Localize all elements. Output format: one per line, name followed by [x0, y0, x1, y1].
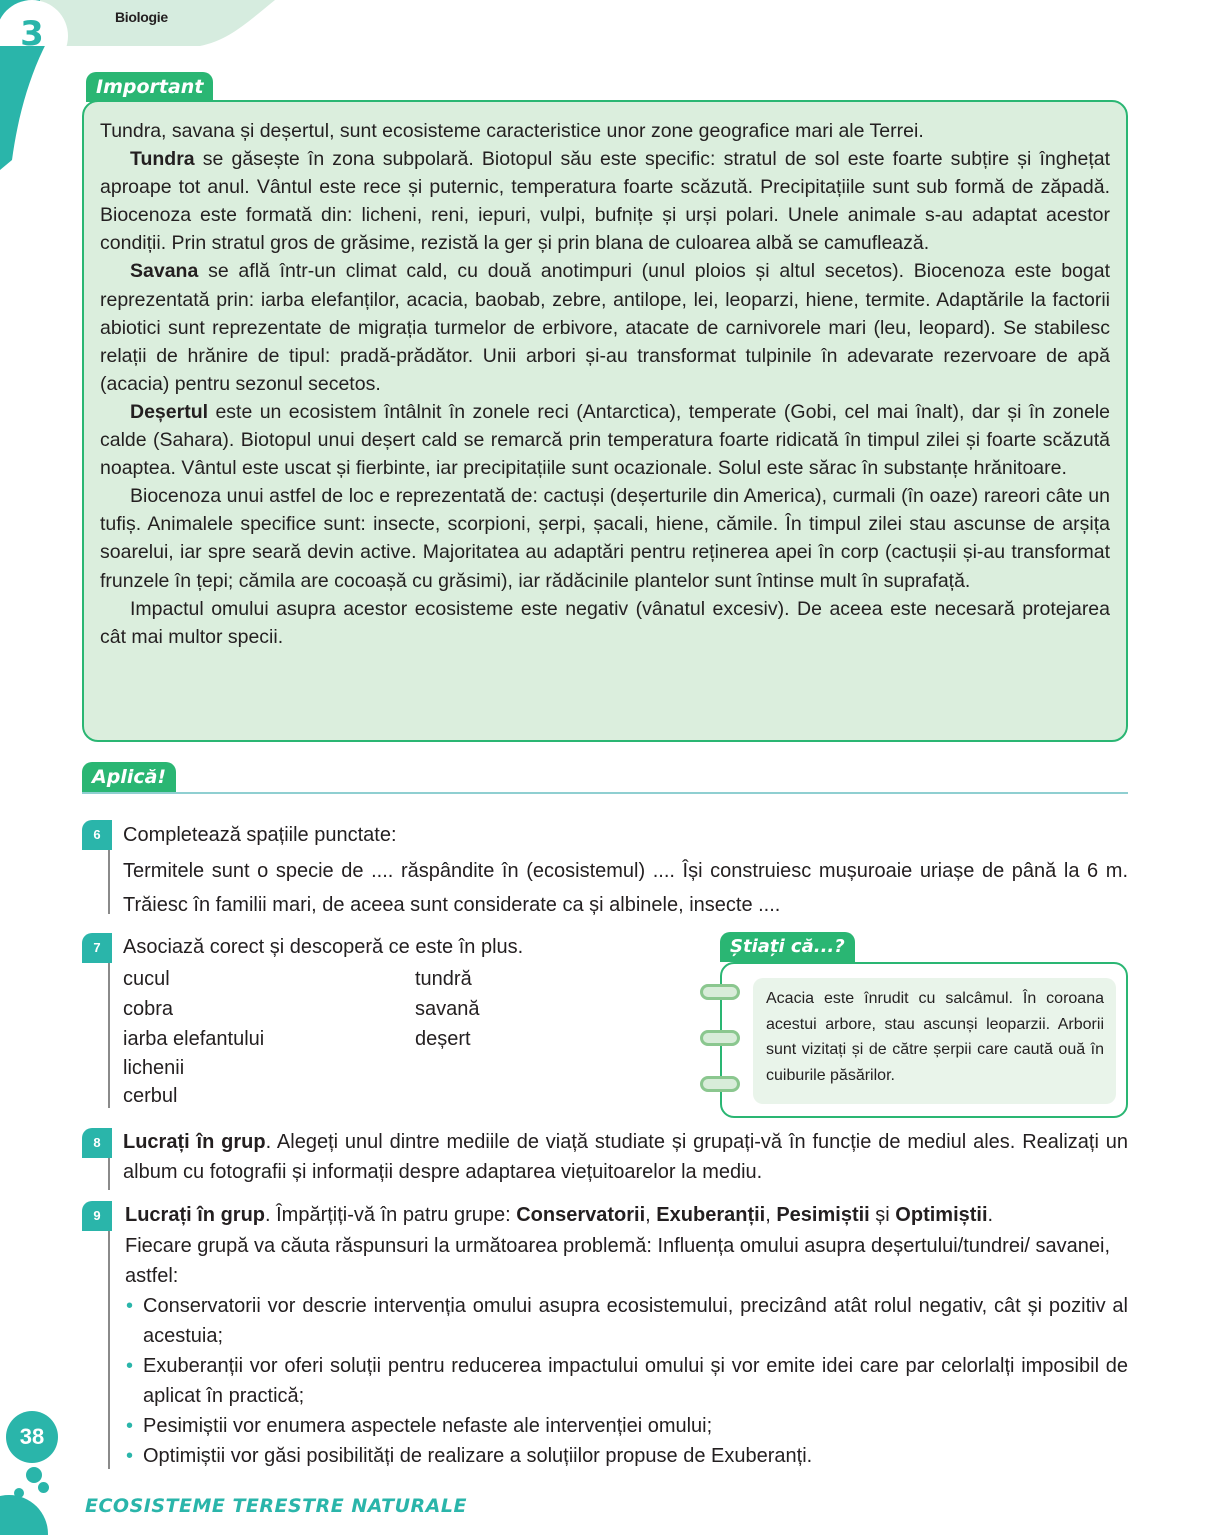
exercise-8-number: 8	[82, 1128, 112, 1158]
exercise-6-bar	[108, 850, 110, 914]
stiati-tag: Știați că...?	[720, 932, 855, 962]
association-right-column	[415, 964, 480, 1054]
group-conservatorii: Conservatorii	[516, 1204, 646, 1226]
aplica-tag: Aplică!	[82, 762, 176, 792]
chapter-number: 3	[20, 14, 44, 54]
exercise-9-bold: Lucrați în grup	[125, 1204, 265, 1226]
left-item: lichenii	[123, 1057, 185, 1079]
exercise-7-bar	[108, 963, 110, 1108]
decorative-dot	[26, 1467, 42, 1483]
separator: ,	[765, 1204, 777, 1226]
exercise-8-body: . Alegeți unul dintre mediile de viață studiate și grupați-vă în funcție de mediul ales. Realizați un album cu fotografii și informații despre adaptarea viețuitoarelor la mediu.	[123, 1131, 1129, 1183]
tundra-text: se găsește în zona subpolară. Biotopul său este specific: stratul de sol este foarte subțire și înghețat aproape tot anul. Vântul este rece și puternic, temperatura foarte scăzută. Precipitațiile sunt sub formă de zăpadă. Biocenoza este formată din: licheni, reni, iepuri, vulpi, bufnițe și urși polari. Unele animale s-au adaptat acestor condiții. Prin stratul gros de grăsime, rezistă la ger și prin blana de culoarea albă se camuflează.	[100, 148, 1110, 255]
exercise-6-title: Completează spațiile punctate:	[123, 824, 397, 846]
left-item: cerbul	[123, 1085, 178, 1107]
savana-term: Savana	[130, 260, 199, 283]
right-item: tundră	[415, 968, 472, 990]
savana-text: se află într-un climat cald, cu două anotimpuri (unul ploios și altul secetos). Biocenoza este bogat reprezentată prin: iarba elefanților, acacia, baobab, zebre, antilope, lei, leoparzi, hiene, termite. Adaptările la factorii abiotici sunt reprezentate de migrația turmelor de erbivore, atacate de carnivorele mari (leu, leopard). Se stabilesc relații de hrănire de tipul: pradă-prădător. Unii arbori și-au transformat tulpinile în adevarate rezervoare de apă (acacia) pentru sezonul secetos.	[100, 260, 1110, 395]
exercise-7-title: Asociază corect și descoperă ce este în plus.	[123, 936, 524, 958]
right-item: savană	[415, 998, 480, 1020]
left-item: iarba elefantului	[123, 1028, 265, 1050]
binder-ring-icon	[700, 984, 740, 1000]
exercise-9-text1: . Împărțiți-vă în patru grupe:	[265, 1204, 517, 1226]
exercise-7-number: 7	[82, 933, 112, 963]
association-left-column	[123, 964, 264, 1109]
stiati-text: Acacia este înrudit cu salcâmul. În coroana acestui arbore, stau ascunși leoparzii. Arborii sunt vizitați și de către șerpii care caută ouă în cuiburile păsărilor.	[766, 990, 1104, 1084]
important-tag: Important	[86, 72, 213, 102]
decorative-dot	[38, 1482, 49, 1493]
exercise-9-intro	[125, 1200, 1128, 1230]
period: .	[987, 1204, 994, 1226]
exercise-8-bold: Lucrați în grup	[123, 1131, 266, 1153]
exercise-9-number: 9	[82, 1201, 112, 1231]
desert-term: Deșertul	[130, 400, 209, 423]
group-exuberantii: Exuberanții	[656, 1204, 766, 1226]
tundra-paragraph	[100, 145, 1110, 257]
binder-ring-icon	[700, 1076, 740, 1092]
desert-text: este un ecosistem întâlnit în zonele reci (Antarctica), temperate (Gobi, cel mai înalt), dar și în zonele calde (Sahara). Biotopul unui deșert cald se remarcă prin temperatura foarte ridicată în timpul zilei și foarte scăzută noaptea. Vântul este uscat și fierbinte, iar precipitațiile sunt ocazionale. Solul este sărac în substanțe hrănitoare.	[100, 400, 1110, 480]
tundra-term: Tundra	[130, 148, 195, 171]
exercise-6-text: Termitele sunt o specie de .... răspândite în (ecosistemul) .... Își construiesc mușuroaie uriașe de până la 6 m. Trăiesc în familii mari, de aceea sunt considerate ca și albinele, insecte ....	[123, 860, 1128, 916]
exercise-8-text	[123, 1127, 1128, 1187]
footer-chapter-title: ECOSISTEME TERESTRE NATURALE	[85, 1495, 467, 1517]
exercise-9-bar	[108, 1231, 110, 1469]
important-text	[100, 117, 1110, 651]
savana-paragraph	[100, 257, 1110, 397]
aplica-divider	[82, 792, 1128, 794]
group-optimistii: Optimiștii	[895, 1204, 988, 1226]
exercise-9-problem: Fiecare grupă va căuta răspunsuri la următoarea problemă: Influența omului asupra deșertului/tundrei/ savanei, astfel:	[125, 1235, 1110, 1287]
bullet-item: • Conservatorii vor descrie intervenția omului asupra ecosistemului, precizând atât rolul negativ, cât și pozitiv al acestuia;	[123, 1291, 1128, 1351]
left-item: cucul	[123, 968, 170, 990]
bullet-item: • Pesimiștii vor enumera aspectele nefaste ale intervenției omului;	[123, 1411, 1128, 1441]
separator: ,	[645, 1204, 657, 1226]
biocenoza-paragraph: Biocenoza unui astfel de loc e reprezentată de: cactuși (deșerturile din America), curmali (în oaze) rareori câte un tufiș. Animalele specifice sunt: insecte, scorpioni, șerpi, șacali, hiene, cămile. În timpul zilei stau ascunse de arșița soarelui, iar spre seară devin active. Majoritatea au adaptări pentru reținerea apei în corp (cactușii și-au transformat frunzele în țepi; cămila are cocoașă cu grăsimi), iar rădăcinile plantelor sunt întinse mult în suprafață.	[100, 485, 1110, 592]
binder-ring-icon	[700, 1030, 740, 1046]
decorative-dot	[0, 1495, 48, 1535]
bullet-item: • Optimiștii vor găsi posibilități de realizare a soluțiilor propuse de Exuberanți.	[123, 1441, 1128, 1471]
impact-paragraph: Impactul omului asupra acestor ecosisteme este negativ (vânatul excesiv). De aceea este necesară protejarea cât mai multor specii.	[100, 597, 1110, 648]
separator: și	[869, 1204, 896, 1226]
exercise-8-bar	[108, 1158, 110, 1190]
exercise-9-bullets	[123, 1291, 1128, 1471]
subject-title: Biologie	[115, 9, 168, 25]
important-intro: Tundra, savana și deșertul, sunt ecosisteme caracteristice unor zone geografice mari ale Terrei.	[100, 120, 924, 142]
bullet-item: • Exuberanții vor oferi soluții pentru reducerea impactului omului și vor emite idei care par celorlalți imposibil de aplicat în practică;	[123, 1351, 1128, 1411]
desert-paragraph	[100, 398, 1110, 482]
group-pesimistii: Pesimiștii	[776, 1204, 870, 1226]
page-number: 38	[6, 1411, 58, 1463]
right-item: deșert	[415, 1028, 471, 1050]
left-item: cobra	[123, 998, 174, 1020]
exercise-6-number: 6	[82, 820, 112, 850]
